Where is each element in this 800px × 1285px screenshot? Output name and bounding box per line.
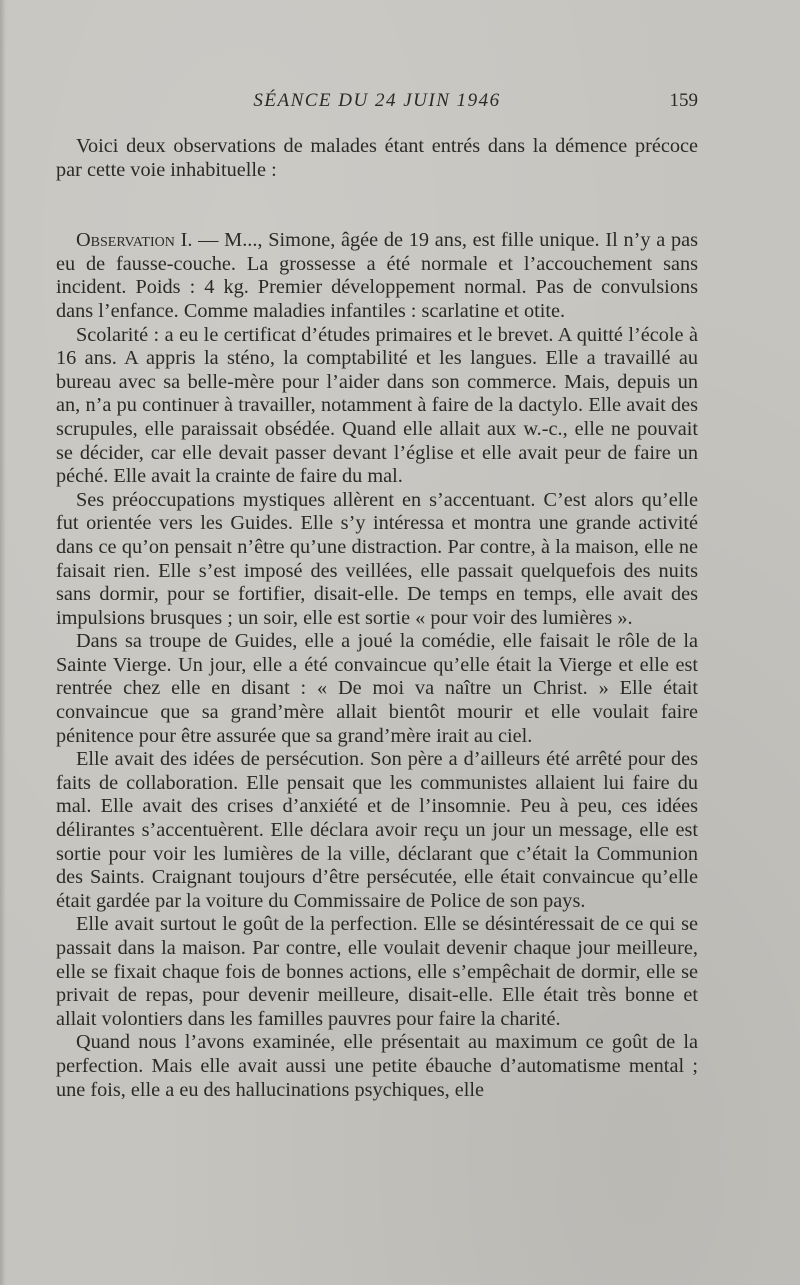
running-title: SÉANCE DU 24 JUIN 1946 bbox=[253, 90, 501, 111]
observation-paragraph bbox=[56, 229, 698, 323]
paragraph-perfection: Elle avait surtout le goût de la perfection. Elle se désintéressait de ce qui se passait dans la maison. Par contre, elle voulait devenir chaque jour meilleure, elle se fixait chaque fois de bonnes actions, elle s’empêchait de dormir, elle se privait de repas, pour devenir meilleure, disait-elle. Elle était très bonne et allait volontiers dans les familles pauvres pour faire la charité. bbox=[56, 913, 698, 1030]
paragraph-guides: Dans sa troupe de Guides, elle a joué la comédie, elle faisait le rôle de la Sainte Vierge. Un jour, elle a été convaincue qu’elle était la Vierge et elle est rentrée chez elle en disant : « De moi va naître un Christ. » Elle était convaincue que sa grand’mère allait bientôt mourir et elle voulait faire pénitence pour être assurée que sa grand’mère irait au ciel. bbox=[56, 630, 698, 747]
page-binding-edge bbox=[0, 0, 6, 1285]
paragraph-examination: Quand nous l’avons examinée, elle présentait au maximum ce goût de la perfection. Mais elle avait aussi une petite ébauche d’automatisme mental ; une fois, elle a eu des hallucinations psychiques, elle bbox=[56, 1031, 698, 1101]
body-text bbox=[56, 135, 698, 1102]
page-number: 159 bbox=[669, 90, 698, 111]
paragraph-scolarite: Scolarité : a eu le certificat d’études primaires et le brevet. A quitté l’école à 16 ans. A appris la sténo, la comptabilité et les langues. Elle a travaillé au bureau avec sa belle-mère pour l’aider dans son commerce. Mais, depuis un an, n’a pu continuer à travailler, notamment à faire de la dactylo. Elle avait des scrupules, elle paraissait obsédée. Quand elle allait aux w.-c., elle ne pouvait se décider, car elle devait passer devant l’église et elle avait peur de faire un péché. Elle avait la crainte de faire du mal. bbox=[56, 323, 698, 488]
observation-text: — M..., Simone, âgée de 19 ans, est fille unique. Il n’y a pas eu de fausse-couche. La grossesse a été normale et l’accouchement sans incident. Poids : 4 kg. Premier développement normal. Pas de convulsions dans l’enfance. Comme maladies infantiles : scarlatine et otite. bbox=[56, 229, 699, 322]
running-header bbox=[56, 90, 698, 116]
paragraph-persecution: Elle avait des idées de persécution. Son père a d’ailleurs été arrêté pour des faits de collaboration. Elle pensait que les communistes allaient lui faire du mal. Elle avait des crises d’anxiété et de l’insomnie. Peu à peu, ces idées délirantes s’accentuèrent. Elle déclara avoir reçu un jour un message, elle est sortie pour voir les lumières de la ville, déclarant que c’était la Communion des Saints. Craignant toujours d’être persécutée, elle était convaincue qu’elle était gardée par la voiture du Commissaire de Police de son pays. bbox=[56, 748, 698, 912]
paragraph-preoccupations: Ses préoccupations mystiques allèrent en s’accentuant. C’est alors qu’elle fut orientée vers les Guides. Elle s’y intéressa et montra une grande activité dans ce qu’on pensait n’être qu’une distraction. Par contre, à la maison, elle ne faisait rien. Elle s’est imposé des veillées, elle passait quelquefois des nuits sans dormir, pour se fortifier, disait-elle. De temps en temps, elle avait des impulsions brusques ; un soir, elle est sortie « pour voir des lumières ». bbox=[56, 488, 698, 629]
observation-label: Observation I. bbox=[76, 229, 193, 252]
intro-paragraph: Voici deux observations de malades étant entrés dans la démence précoce par cette voie inhabituelle : bbox=[56, 135, 698, 181]
